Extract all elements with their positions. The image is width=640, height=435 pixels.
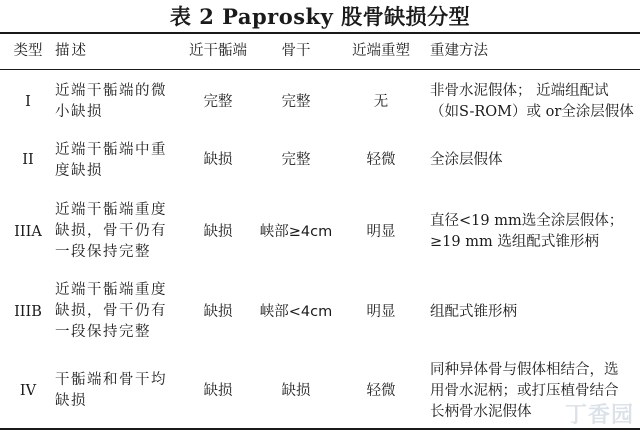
header-proximal-metaphysis: 近干骺端 [189,43,247,59]
table-top-rule [0,32,640,34]
row-1-proximal: 完整 [203,94,233,110]
row-2-shaft: 完整 [281,152,311,168]
row-1-method: 非骨水泥假体； 近端组配试 （如S-ROM）或 or全涂层假体 [430,83,634,120]
table-bottom-rule [0,428,640,430]
row-2-type: II [22,152,34,168]
header-type: 类型 [13,43,43,59]
table-title: 表 2 Paprosky 股骨缺损分型 [169,4,471,29]
row-3a-type: IIIA [14,224,42,240]
header-reconstruction-method: 重建方法 [430,43,488,59]
row-4-method: 同种异体骨与假体相结合，选 用骨水泥柄；或打压植骨结合 长柄骨水泥假体 [430,362,619,420]
row-4-description: 干骺端和骨干均 缺损 [55,372,167,409]
row-3a-method: 直径<19 mm选全涂层假体； ≥19 mm 选组配式锥形柄 [430,213,624,250]
table-header-rule [0,69,640,70]
row-3a-remodel: 明显 [366,224,396,240]
header-proximal-remodeling: 近端重塑 [352,43,410,59]
row-1-remodel: 无 [373,94,389,110]
row-3b-type: IIIB [14,304,42,320]
row-4-shaft: 缺损 [281,383,311,399]
row-3b-proximal: 缺损 [203,304,233,320]
row-1-description: 近端干骺端的微 小缺损 [55,83,167,120]
row-2-proximal: 缺损 [203,152,233,168]
row-3a-proximal: 缺损 [203,224,233,240]
row-4-remodel: 轻微 [366,383,396,399]
row-4-type: IV [19,383,37,399]
site-watermark: 丁香园 [564,403,634,428]
row-1-type: I [25,94,31,110]
row-3b-method: 组配式锥形柄 [430,304,517,320]
row-2-method: 全涂层假体 [430,152,503,168]
row-3b-remodel: 明显 [366,304,396,320]
row-1-shaft: 完整 [281,94,311,110]
row-4-proximal: 缺损 [203,383,233,399]
row-3a-description: 近端干骺端重度 缺损，骨干仍有 一段保持完整 [55,202,167,260]
row-2-description: 近端干骺端中重 度缺损 [55,142,167,179]
row-3b-shaft: 峡部<4cm [259,304,333,320]
row-2-remodel: 轻微 [366,152,396,168]
row-3b-description: 近端干骺端重度 缺损，骨干仍有 一段保持完整 [55,282,167,340]
row-3a-shaft: 峡部≥4cm [259,224,333,240]
header-diaphysis: 骨干 [281,43,311,59]
header-description: 描述 [55,43,88,59]
